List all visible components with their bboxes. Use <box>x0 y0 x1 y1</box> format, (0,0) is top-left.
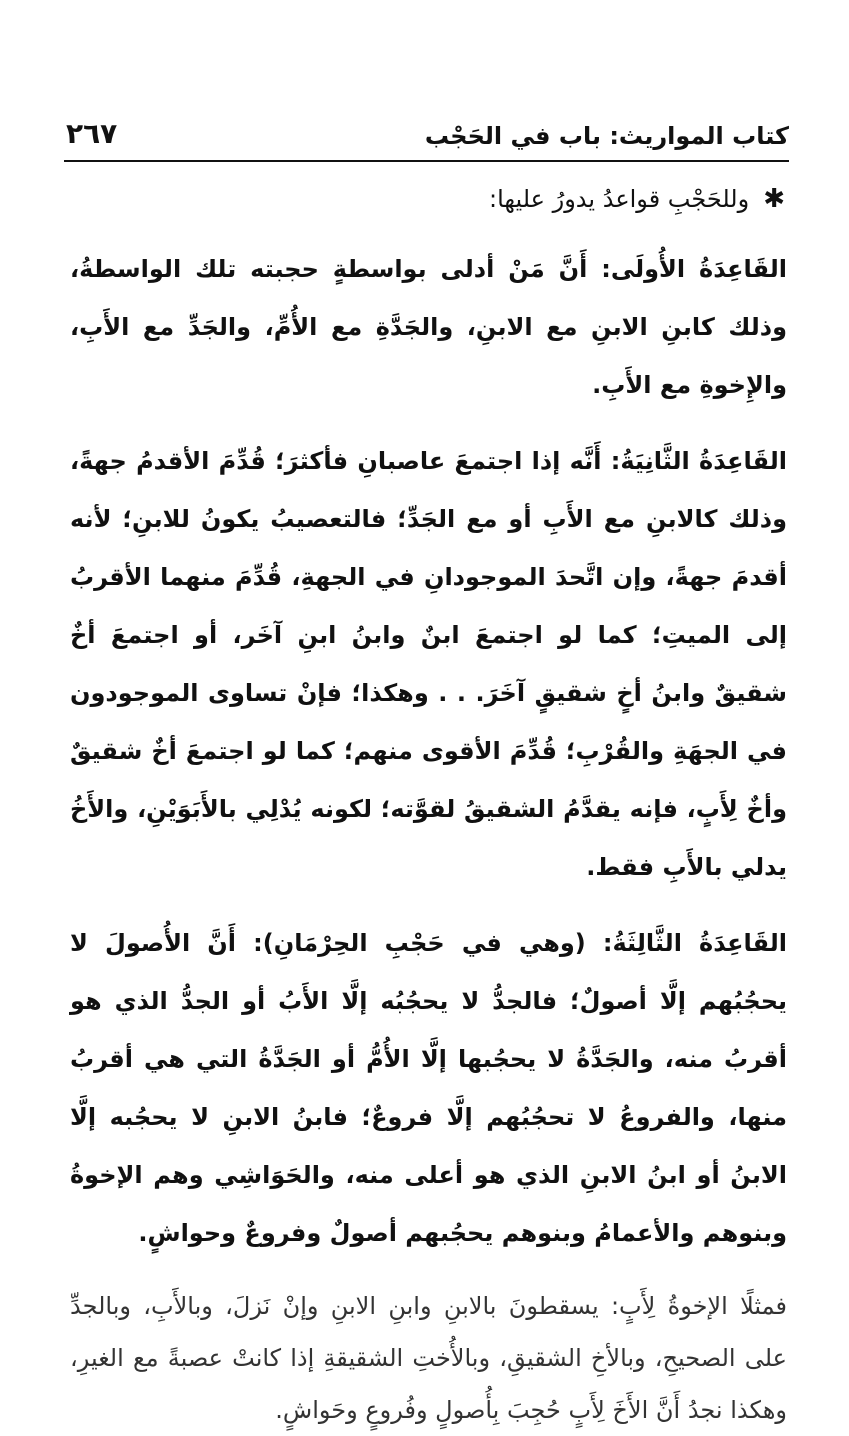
running-title: كتاب المواريث: باب في الحَجْب <box>424 122 789 150</box>
asterisk-icon: ✱ <box>763 184 785 214</box>
page-number: ٢٦٧ <box>66 117 118 150</box>
rule-title: القَاعِدَةُ الثَّانِيَةُ: <box>610 447 788 475</box>
rule-paragraph-1 <box>70 240 787 414</box>
rule-paragraph-2 <box>70 432 787 896</box>
page-header <box>66 116 789 160</box>
header-divider <box>64 160 789 162</box>
example-paragraph: فمثلًا الإخوةُ لِأَبٍ: يسقطونَ بالابنِ وابنِ الابنِ وإنْ نَزلَ، وبالأَبِ، وبالجدِّ على الصحيحِ، وبالأخِ الشقيقِ، وبالأُختِ الشقيقةِ إذا كانتْ عصبةً مع الغيرِ، وهكذا نجدُ أَنَّ الأَخَ لِأَبٍ حُجِبَ بِأُصولٍ وفُروعٍ وحَواشٍ. <box>70 1292 787 1424</box>
intro-line <box>70 170 787 228</box>
page-body <box>70 170 787 1436</box>
rule-paragraph-3 <box>70 914 787 1262</box>
rule-text: أَنَّ مَنْ أدلى بواسطةٍ حجبته تلك الواسطةُ، وذلك كابنِ الابنِ مع الابنِ، والجَدَّةِ مع الأُمِّ، والجَدِّ مع الأَبِ، والإِخوةِ مع الأَبِ. <box>70 255 787 399</box>
rule-text: (وهي في حَجْبِ الحِرْمَانِ): أَنَّ الأُصولَ لا يحجُبُهم إلَّا أصولٌ؛ فالجدُّ لا يحجُبُه إلَّا الأَبُ أو الجدُّ الذي هو أقربُ منه، والجَدَّةُ لا يحجُبها إلَّا الأُمُّ أو الجَدَّةُ التي هي أقربُ منها، والفروعُ لا تحجُبُهم إلَّا فروعٌ؛ فابنُ الابنِ لا يحجُبه إلَّا الابنُ أو ابنُ الابنِ الذي هو أعلى منه، والحَوَاشِي وهم الإخوةُ وبنوهم والأعمامُ وبنوهم يحجُبهم أصولٌ وفروعٌ وحواشٍ. <box>70 929 787 1247</box>
rule-title: القَاعِدَةُ الأُولَى: <box>601 255 787 283</box>
rule-title: القَاعِدَةُ الثَّالِثَةُ: <box>602 929 788 957</box>
intro-text: وللحَجْبِ قواعدُ يدورُ عليها: <box>489 185 750 213</box>
rule-text: أَنَّه إذا اجتمعَ عاصبانِ فأكثرَ؛ قُدِّمَ الأقدمُ جهةً، وذلك كالابنِ مع الأَبِ أو مع الجَدِّ؛ فالتعصيبُ يكونُ للابنِ؛ لأنه أقدمَ جهةً، وإن اتَّحدَ الموجودانِ في الجهةِ، قُدِّمَ منهما الأقربُ إلى الميتِ؛ كما لو اجتمعَ ابنٌ وابنُ ابنِ آخَر، أو اجتمعَ أخٌ شقيقٌ وابنُ أخٍ شقيقٍ آخَرَ. . . وهكذا؛ فإنْ تساوى الموجودون في الجهَةِ والقُرْبِ؛ قُدِّمَ الأقوى منهم؛ كما لو اجتمعَ أخٌ شقيقٌ وأخٌ لِأَبٍ، فإنه يقدَّمُ الشقيقُ لقوَّته؛ لكونه يُدْلِي بالأَبَوَيْنِ، والأَخُ يدلي بالأَبِ فقط. <box>70 447 787 881</box>
